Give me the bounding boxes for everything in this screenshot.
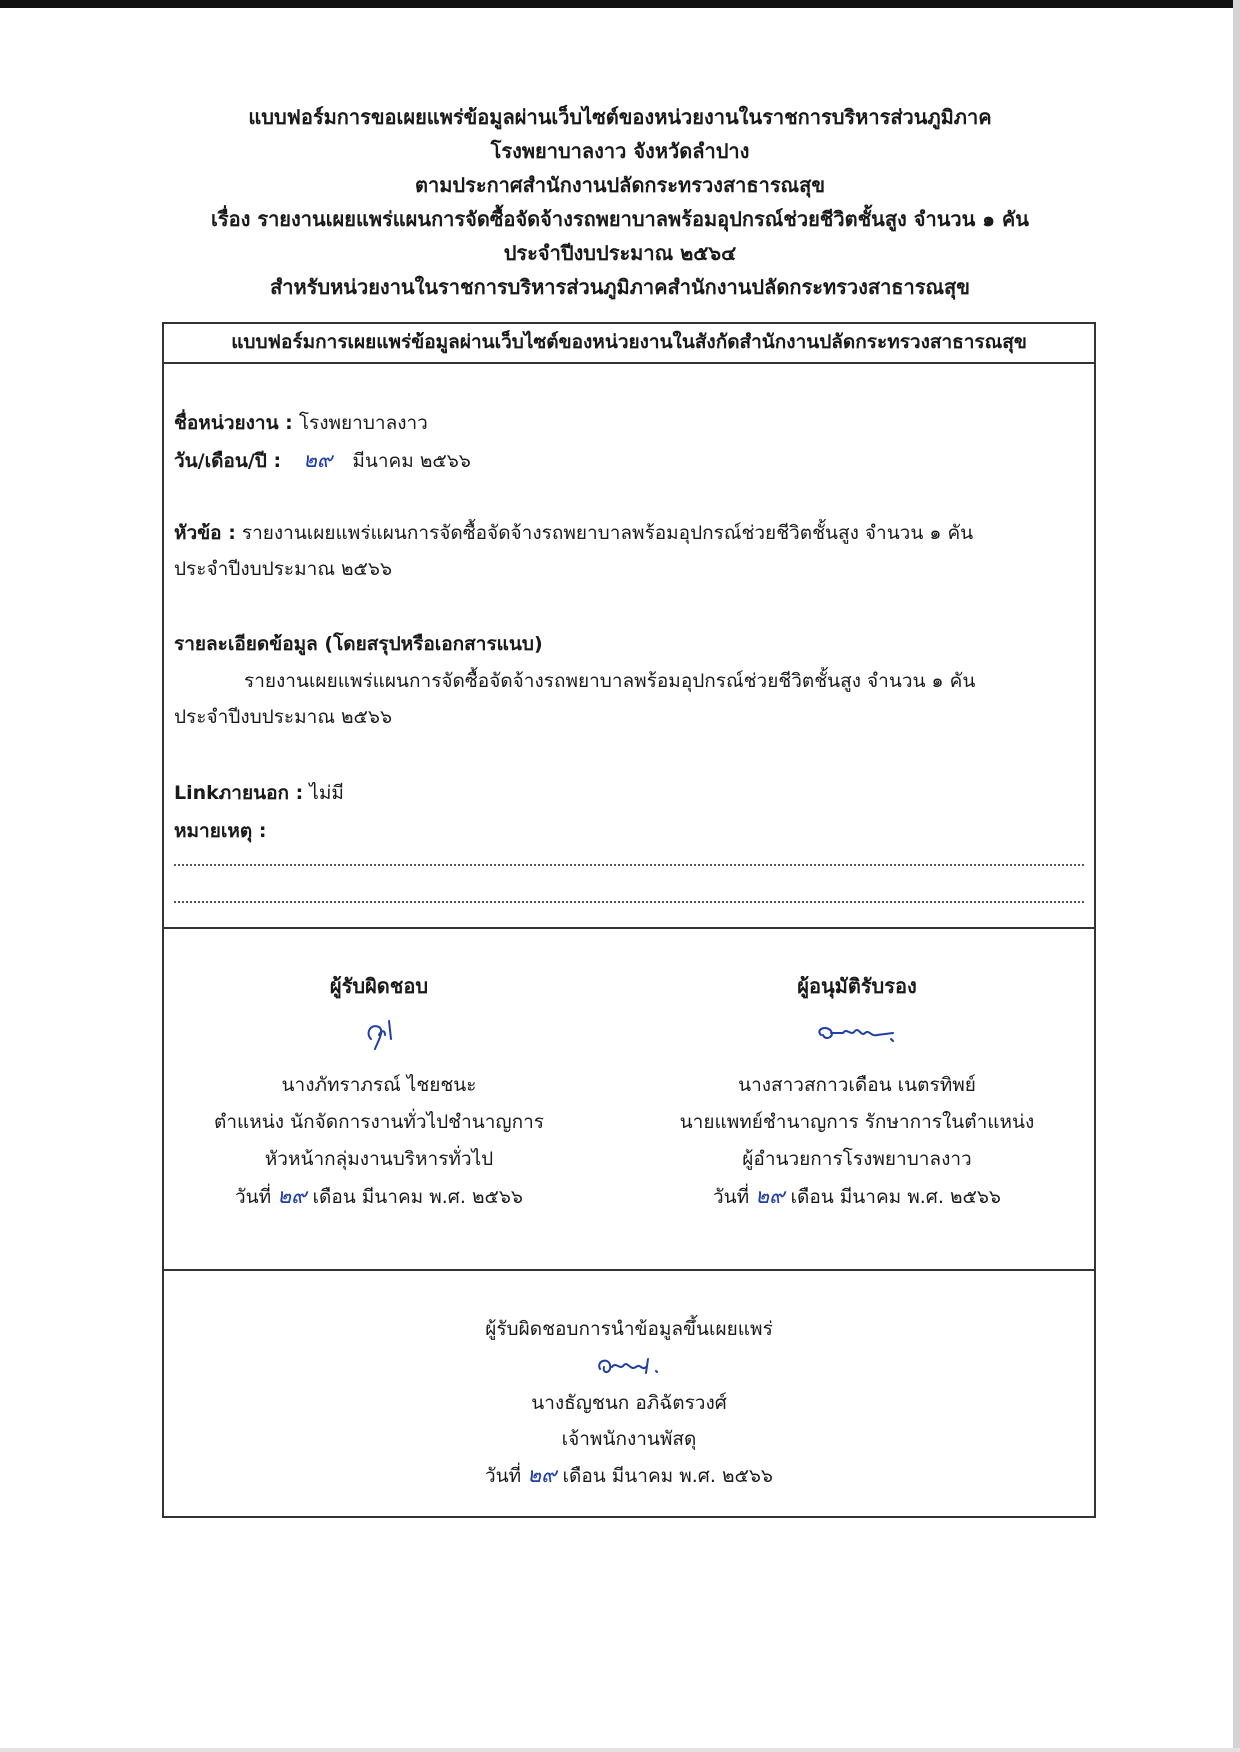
publisher-date-suffix: เดือน มีนาคม พ.ศ. ๒๕๖๖ xyxy=(562,1465,773,1487)
detail-text-line-1: รายงานเผยแพร่แผนการจัดซื้อจัดจ้างรถพยาบาลพร้อมอุปกรณ์ช่วยชีวิตชั้นสูง จำนวน ๑ คัน xyxy=(244,670,976,692)
scan-edge-top xyxy=(0,0,1240,8)
scan-edge-bottom xyxy=(0,1748,1240,1752)
responsible-heading: ผู้รับผิดชอบ xyxy=(329,974,429,998)
approver-date-prefix: วันที่ xyxy=(713,1186,750,1208)
publisher-signature xyxy=(164,1347,1094,1385)
publisher-name: นางธัญชนก อภิฉัตรวงศ์ xyxy=(531,1392,727,1414)
detail-label: รายละเอียดข้อมูล (โดยสรุปหรือเอกสารแนบ) xyxy=(174,633,543,655)
approver-heading: ผู้อนุมัติรับรอง xyxy=(797,974,917,998)
agency-row xyxy=(174,408,428,438)
responsible-position: ตำแหน่ง นักจัดการงานทั่วไปชำนาญการ xyxy=(214,1111,544,1133)
header-line-5: ประจำปีงบประมาณ ๒๕๖๔ xyxy=(503,241,737,265)
approver-date-suffix: เดือน มีนาคม พ.ศ. ๒๕๖๖ xyxy=(790,1186,1001,1208)
info-section xyxy=(164,364,1094,929)
topic-row xyxy=(174,518,973,548)
approver-block xyxy=(642,929,1072,1216)
topic-text-line-2: ประจำปีงบประมาณ ๒๕๖๖ xyxy=(174,558,393,580)
link-value: ไม่มี xyxy=(309,782,344,804)
responsible-date-day-handwritten: ๒๙ xyxy=(277,1184,307,1208)
detail-text-line-2: ประจำปีงบประมาณ ๒๕๖๖ xyxy=(174,706,393,728)
document-header xyxy=(0,100,1240,304)
agency-label: ชื่อหน่วยงาน : xyxy=(174,412,293,434)
form-frame xyxy=(162,322,1096,1518)
date-label: วัน/เดือน/ปี : xyxy=(174,450,282,472)
topic-label: หัวข้อ : xyxy=(174,522,236,544)
publisher-heading: ผู้รับผิดชอบการนำข้อมูลขึ้นเผยแพร่ xyxy=(485,1318,773,1340)
form-title: แบบฟอร์มการเผยแพร่ข้อมูลผ่านเว็บไซต์ของหน่วยงานในสังกัดสำนักงานปลัดกระทรวงสาธารณสุข xyxy=(164,324,1094,364)
responsible-block xyxy=(164,929,594,1216)
responsible-date xyxy=(164,1178,594,1216)
responsible-name: นางภัทราภรณ์ ไชยชนะ xyxy=(281,1074,477,1096)
note-dotted-line-1 xyxy=(174,864,1084,866)
header-line-6: สำหรับหน่วยงานในราชการบริหารส่วนภูมิภาคสำนักงานปลัดกระทรวงสาธารณสุข xyxy=(270,275,970,299)
approver-date xyxy=(642,1178,1072,1216)
header-line-2: โรงพยาบาลงาว จังหวัดลำปาง xyxy=(490,139,750,163)
approver-position: นายแพทย์ชำนาญการ รักษาการในตำแหน่ง xyxy=(679,1111,1035,1133)
publisher-position: เจ้าพนักงานพัสดุ xyxy=(561,1428,697,1450)
publisher-section xyxy=(164,1271,1094,1522)
approver-date-day-handwritten: ๒๙ xyxy=(755,1184,785,1208)
responsible-date-prefix: วันที่ xyxy=(235,1186,272,1208)
note-label: หมายเหตุ : xyxy=(174,820,267,842)
publisher-date-day-handwritten: ๒๙ xyxy=(527,1463,557,1487)
header-line-1: แบบฟอร์มการขอเผยแพร่ข้อมูลผ่านเว็บไซต์ของหน่วยงานในราชการบริหารส่วนภูมิภาค xyxy=(248,105,992,129)
approver-signature xyxy=(642,1003,1072,1067)
approver-name: นางสาวสกาวเดือน เนตรทิพย์ xyxy=(738,1074,976,1096)
topic-text-line-1: รายงานเผยแพร่แผนการจัดซื้อจัดจ้างรถพยาบาลพร้อมอุปกรณ์ช่วยชีวิตชั้นสูง จำนวน ๑ คัน xyxy=(241,522,974,544)
responsible-unit: หัวหน้ากลุ่มงานบริหารทั่วไป xyxy=(264,1148,494,1170)
responsible-date-suffix: เดือน มีนาคม พ.ศ. ๒๕๖๖ xyxy=(312,1186,523,1208)
publisher-date xyxy=(164,1457,1094,1494)
link-label: Linkภายนอก : xyxy=(174,782,304,804)
date-row xyxy=(174,444,471,477)
header-line-3: ตามประกาศสำนักงานปลัดกระทรวงสาธารณสุข xyxy=(414,173,825,197)
signature-section xyxy=(164,929,1094,1271)
note-dotted-line-2 xyxy=(174,901,1084,903)
agency-value: โรงพยาบาลงาว xyxy=(298,412,428,434)
publisher-block xyxy=(164,1311,1094,1494)
approver-unit: ผู้อำนวยการโรงพยาบาลงาว xyxy=(742,1148,972,1170)
date-day-handwritten: ๒๙ xyxy=(303,448,333,472)
header-line-4: เรื่อง รายงานเผยแพร่แผนการจัดซื้อจัดจ้างรถพยาบาลพร้อมอุปกรณ์ช่วยชีวิตชั้นสูง จำนวน ๑ คัน xyxy=(211,207,1029,231)
responsible-signature xyxy=(164,1003,594,1067)
date-month-year: มีนาคม ๒๕๖๖ xyxy=(352,450,471,472)
publisher-date-prefix: วันที่ xyxy=(485,1465,522,1487)
link-row xyxy=(174,778,344,808)
